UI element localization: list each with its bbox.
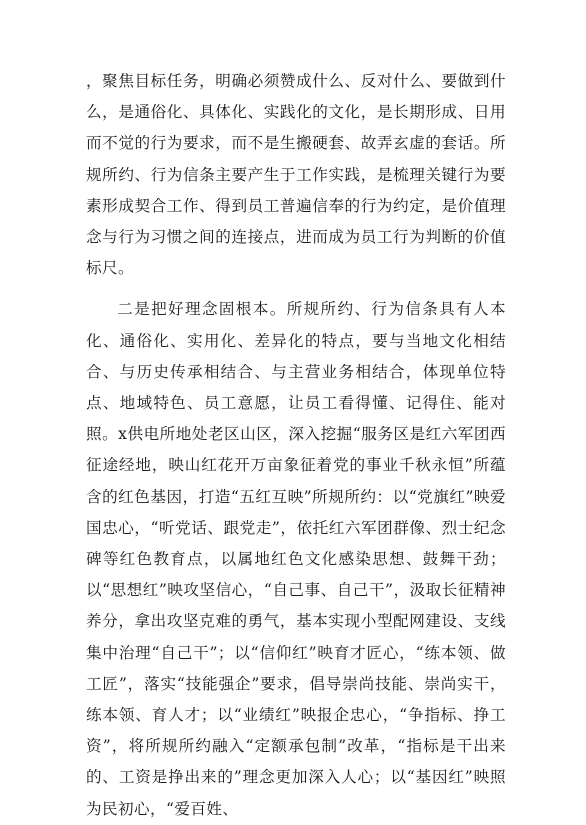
paragraph-2: 二是把好理念固根本。所规所约、行为信条具有人本化、通俗化、实用化、差异化的特点，要与当地文化相结合、与历史传承相结合、与主营业务相结合，体现单位特点、地域特色、员工意愿，让员工看得懂、记得住、能对照。x供电所地处老区山区，深入挖掘“服务区是红六军团西征途经地，映山红花开万亩象征着党的事业千秋永恒”所蕴含的红色基因，打造“五红互映”所规所约：以“党旗红”映爱国忠心，“听党话、跟党走”，依托红六军团群像、烈士纪念碑等红色教育点，以属地红色文化感染思想、鼓舞干劲；以“思想红”映攻坚信心，“自己事、自己干”，汲取长征精神养分，拿出攻坚克难的勇气，基本实现小型配网建设、支线集中治理“自己干”；以“信仰红”映育才匠心，“练本领、做工匠”，落实“技能强企”要求，倡导崇尚技能、崇尚实干，练本领、育人才；以“业绩红”映报企忠心，“争指标、挣工资”，将所规所约融入“定额承包制”改革，“指标是干出来的、工资是挣出来的”理念更加深入人心；以“基因红”映照为民初心，“爱百姓、 bbox=[86, 300, 506, 818]
paragraph-1: ，聚焦目标任务，明确必须赞成什么、反对什么、要做到什么，是通俗化、具体化、实践化的文化，是长期形成、日用而不觉的行为要求，而不是生搬硬套、故弄玄虚的套话。所规所约、行为信条主要产生于工作实践，是梳理关键行为要素形成契合工作、得到员工普遍信奉的行为约定，是价值理念与行为习惯之间的连接点，进而成为员工行为判断的价值标尺。 bbox=[86, 72, 506, 278]
document-body bbox=[86, 66, 506, 825]
